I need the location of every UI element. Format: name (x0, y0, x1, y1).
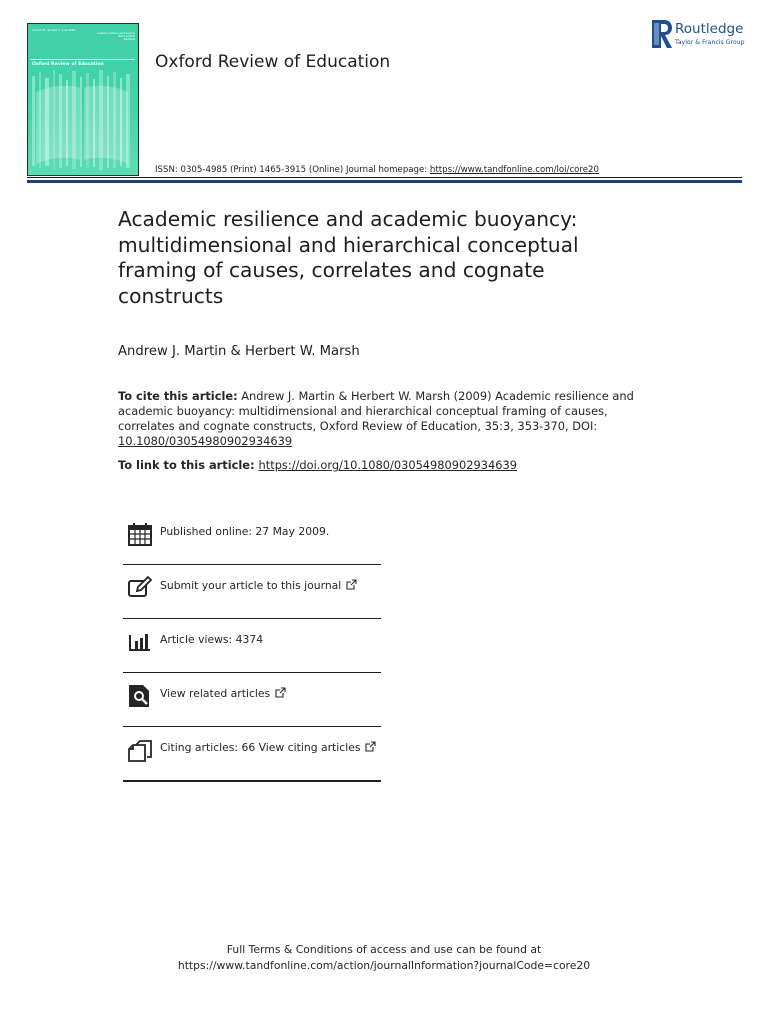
cover-topline: Volume 35 · Number 3 · June 2009 (32, 29, 76, 32)
citing-articles-link[interactable] (160, 741, 376, 754)
submit-article-link[interactable] (160, 579, 357, 592)
article-info-list (123, 511, 381, 782)
routledge-r-logo-icon (652, 20, 672, 48)
citing-articles-item[interactable] (123, 727, 381, 782)
citing-articles-icon (127, 737, 153, 763)
submit-article-label: Submit your article to this journal (160, 579, 342, 592)
cite-label: To cite this article: (118, 389, 238, 403)
journal-homepage-link[interactable]: https://www.tandfonline.com/loi/core20 (429, 165, 599, 175)
issn-line (155, 165, 599, 175)
calendar-icon (127, 521, 153, 547)
footer-line1: Full Terms & Conditions of access and use can be found at (226, 943, 542, 956)
issn-text: ISSN: 0305-4985 (Print) 1465-3915 (Online) Journal homepage: (155, 165, 430, 175)
citation-block (118, 389, 638, 449)
cover-meta-line: Routledge (123, 38, 135, 41)
link-to-article (118, 458, 517, 472)
publisher-name: Routledge (675, 21, 744, 37)
cover-title: Oxford Review of Education (32, 62, 104, 67)
search-document-icon (127, 683, 153, 709)
bar-chart-icon (127, 629, 153, 655)
edit-icon (127, 575, 153, 601)
cover-meta-line: Academic resilience and buoyancy (97, 32, 135, 35)
article-title: Academic resilience and academic buoyancy: multidimensional and hierarchical conceptual framing of causes, correlates and cognate constructs (118, 207, 579, 308)
cite-text: Andrew J. Martin & Herbert W. Marsh (2009) Academic resilience and academic buoyancy: multidimensional and hierarchical conceptual framing of causes, correlates and cognate constructs, Oxford Review of Education, 35:3, 353-370, DOI: (118, 389, 634, 433)
publisher-subtitle: Taylor & Francis Group (675, 39, 745, 46)
citing-articles-label: Citing articles: 66 View citing articles (160, 741, 361, 754)
external-link-icon (346, 579, 357, 590)
published-online-item (123, 511, 381, 565)
related-articles-link[interactable] (160, 687, 286, 700)
link-label: To link to this article: (118, 458, 255, 472)
article-doi-link[interactable]: https://doi.org/10.1080/03054980902934639 (258, 458, 518, 472)
article-views-text: Article views: 4374 (160, 633, 264, 646)
submit-article-item[interactable] (123, 565, 381, 619)
article-authors: Andrew J. Martin & Herbert W. Marsh (118, 344, 360, 359)
external-link-icon (365, 741, 376, 752)
footer-terms-link[interactable]: https://www.tandfonline.com/action/journalInformation?journalCode=core20 (177, 959, 591, 972)
article-views-item (123, 619, 381, 673)
cover-divider (31, 59, 135, 60)
related-articles-item[interactable] (123, 673, 381, 727)
related-articles-label: View related articles (160, 687, 271, 700)
cover-meta (85, 32, 135, 41)
cover-book-illustration (28, 68, 138, 175)
journal-title[interactable]: Oxford Review of Education (155, 52, 391, 72)
journal-cover-image (27, 23, 139, 176)
external-link-icon (275, 687, 286, 698)
header-divider-thick (27, 180, 742, 183)
header-divider-thin (27, 177, 742, 178)
published-online-text: Published online: 27 May 2009. (160, 525, 330, 538)
footer-terms (0, 942, 768, 974)
cover-meta-line: Martin & Marsh (118, 35, 135, 38)
cite-doi-link[interactable]: 10.1080/03054980902934639 (118, 434, 293, 448)
